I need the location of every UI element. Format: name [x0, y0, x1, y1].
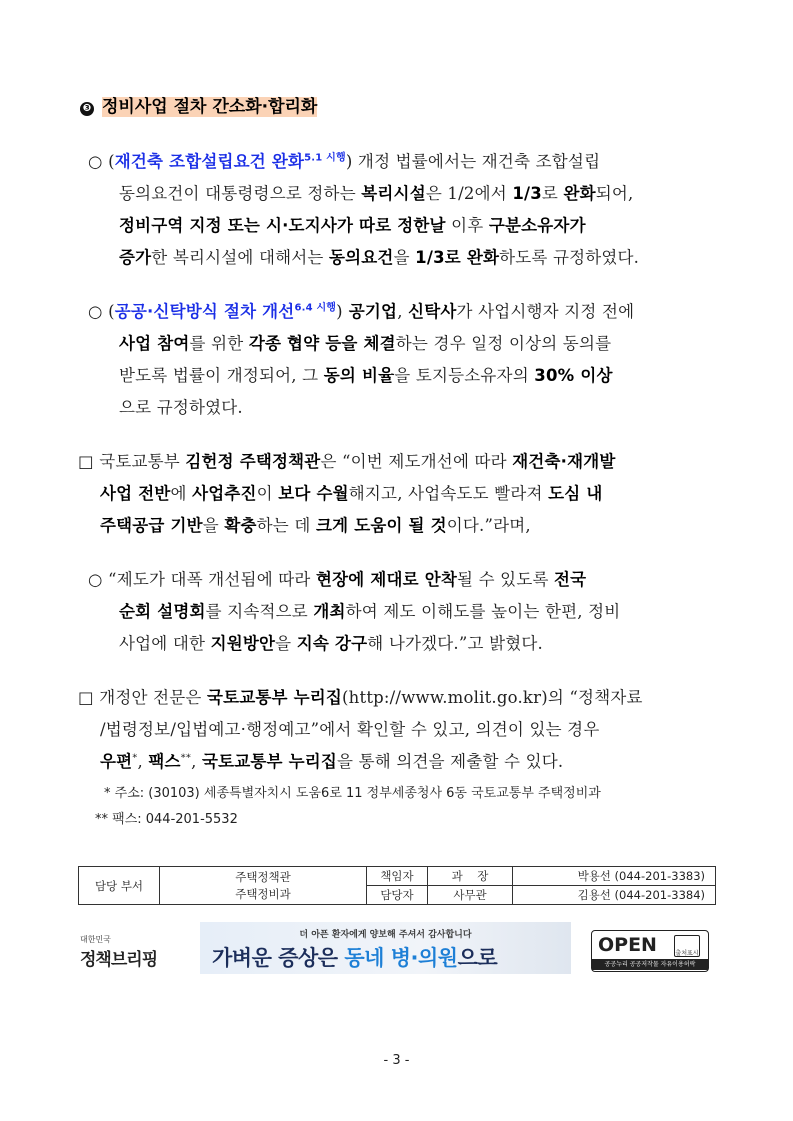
- contact-table: 담당 부서 주택정책관 주택정비과 책임자 과 장 박용선 (044-201-3383) 담당자 사무관 김용선 (044-201-3384): [78, 866, 716, 905]
- para1-marker: □: [78, 452, 94, 471]
- section-title-text: 정비사업 절차 간소화·합리화: [102, 97, 318, 117]
- molit-url-text: (http://www.molit.go.kr)의 “정책자료: [342, 688, 643, 707]
- banner-headline: 가벼운 증상은 동네 병·의원으로: [212, 946, 498, 970]
- attribution-icon: 출처표시: [674, 935, 700, 957]
- dept-names: 주택정책관 주택정비과: [160, 867, 367, 905]
- para2-line2: /법령정보/입법예고·행정예고”에서 확인할 수 있고, 의견이 있는 경우: [100, 720, 600, 739]
- item3-marker: ○: [88, 570, 103, 589]
- item3-line2: 순회 설명회를 지속적으로 개최하여 제도 이해도를 높이는 한편, 정비: [119, 602, 621, 621]
- footnote-fax: ** 팩스: 044-201-5532: [95, 812, 238, 827]
- item2-line3: 받도록 법률이 개정되어, 그 동의 비율을 토지등소유자의 30% 이상: [119, 366, 613, 385]
- item2-line2: 사업 참여를 위한 각종 협약 등을 체결하는 경우 일정 이상의 동의를: [119, 334, 612, 353]
- policy-briefing-logo: 대한민국 정책브리핑: [80, 935, 158, 970]
- page-number: - 3 -: [383, 1053, 410, 1068]
- contact-person1: 박용선 (044-201-3383): [513, 867, 716, 886]
- item2-heading-sup: 6.4 시행: [294, 302, 337, 314]
- item1-line3: 정비구역 지정 또는 시·도지사가 따로 정한날 이후 구분소유자가: [119, 216, 586, 235]
- para2-line1: □ 개정안 전문은 국토교통부 누리집(http://www.molit.go.kr)의 “정책자료: [78, 688, 643, 707]
- item2-line4: 으로 규정하였다.: [119, 398, 243, 417]
- para1-line1: □ 국토교통부 김헌정 주택정책관은 “이번 제도개선에 따라 재건축·재개발: [78, 452, 616, 471]
- open-license-badge: [591, 930, 709, 972]
- section-title: [80, 92, 317, 117]
- para1-line3: 주택공급 기반을 확충하는 데 크게 도움이 될 것이다.”라며,: [100, 516, 531, 535]
- item1-line1: ○ (재건축 조합설립요건 완화$^{5.1 시행}$) 개정 법률에서는 재건축 조합설립: [88, 152, 601, 171]
- para2-marker: □: [78, 688, 94, 707]
- item2-line1: ○ (공공·신탁방식 절차 개선$^{6.4 시행}$) 공기업, 신탁사가 사업시행자 지정 전에: [88, 302, 635, 321]
- item1-heading-sup: 5.1 시행: [304, 152, 346, 164]
- contact-person2: 김용선 (044-201-3384): [513, 886, 716, 905]
- banner-caption: 더 아픈 환자에게 양보해 주셔서 감사합니다: [299, 930, 472, 940]
- para2-line3: 우편*, 팩스**, 국토교통부 누리집을 통해 의견을 제출할 수 있다.: [100, 752, 564, 771]
- item1-marker: ○: [88, 152, 103, 171]
- item1-line2: 동의요건이 대통령령으로 정하는 복리시설은 1/2에서 1/3로 완화되어,: [119, 184, 634, 203]
- section-number: ❸: [80, 102, 94, 116]
- open-label: OPEN: [598, 934, 657, 956]
- campaign-banner: [200, 922, 571, 974]
- dept-label: 담당 부서: [79, 867, 160, 905]
- item2-marker: ○: [88, 302, 103, 321]
- item3-line3: 사업에 대한 지원방안을 지속 강구해 나가겠다.”고 밝혔다.: [119, 634, 543, 653]
- open-sub-label: 공공누리 공공저작물 자유이용허락: [592, 959, 708, 970]
- item2-heading: 공공·신탁방식 절차 개선: [114, 302, 295, 321]
- item1-line4: 증가한 복리시설에 대해서는 동의요건을 1/3로 완화하도록 규정하였다.: [119, 248, 640, 267]
- item1-heading: 재건축 조합설립요건 완화: [114, 152, 305, 171]
- footnote-address: * 주소: (30103) 세종특별자치시 도움6로 11 정부세종청사 6동 국토교통부 주택정비과: [104, 786, 601, 801]
- item3-line1: ○ “제도가 대폭 개선됨에 따라 현장에 제대로 안착될 수 있도록 전국: [88, 570, 587, 589]
- para1-line2: 사업 전반에 사업추진이 보다 수월해지고, 사업속도도 빨라져 도심 내: [100, 484, 603, 503]
